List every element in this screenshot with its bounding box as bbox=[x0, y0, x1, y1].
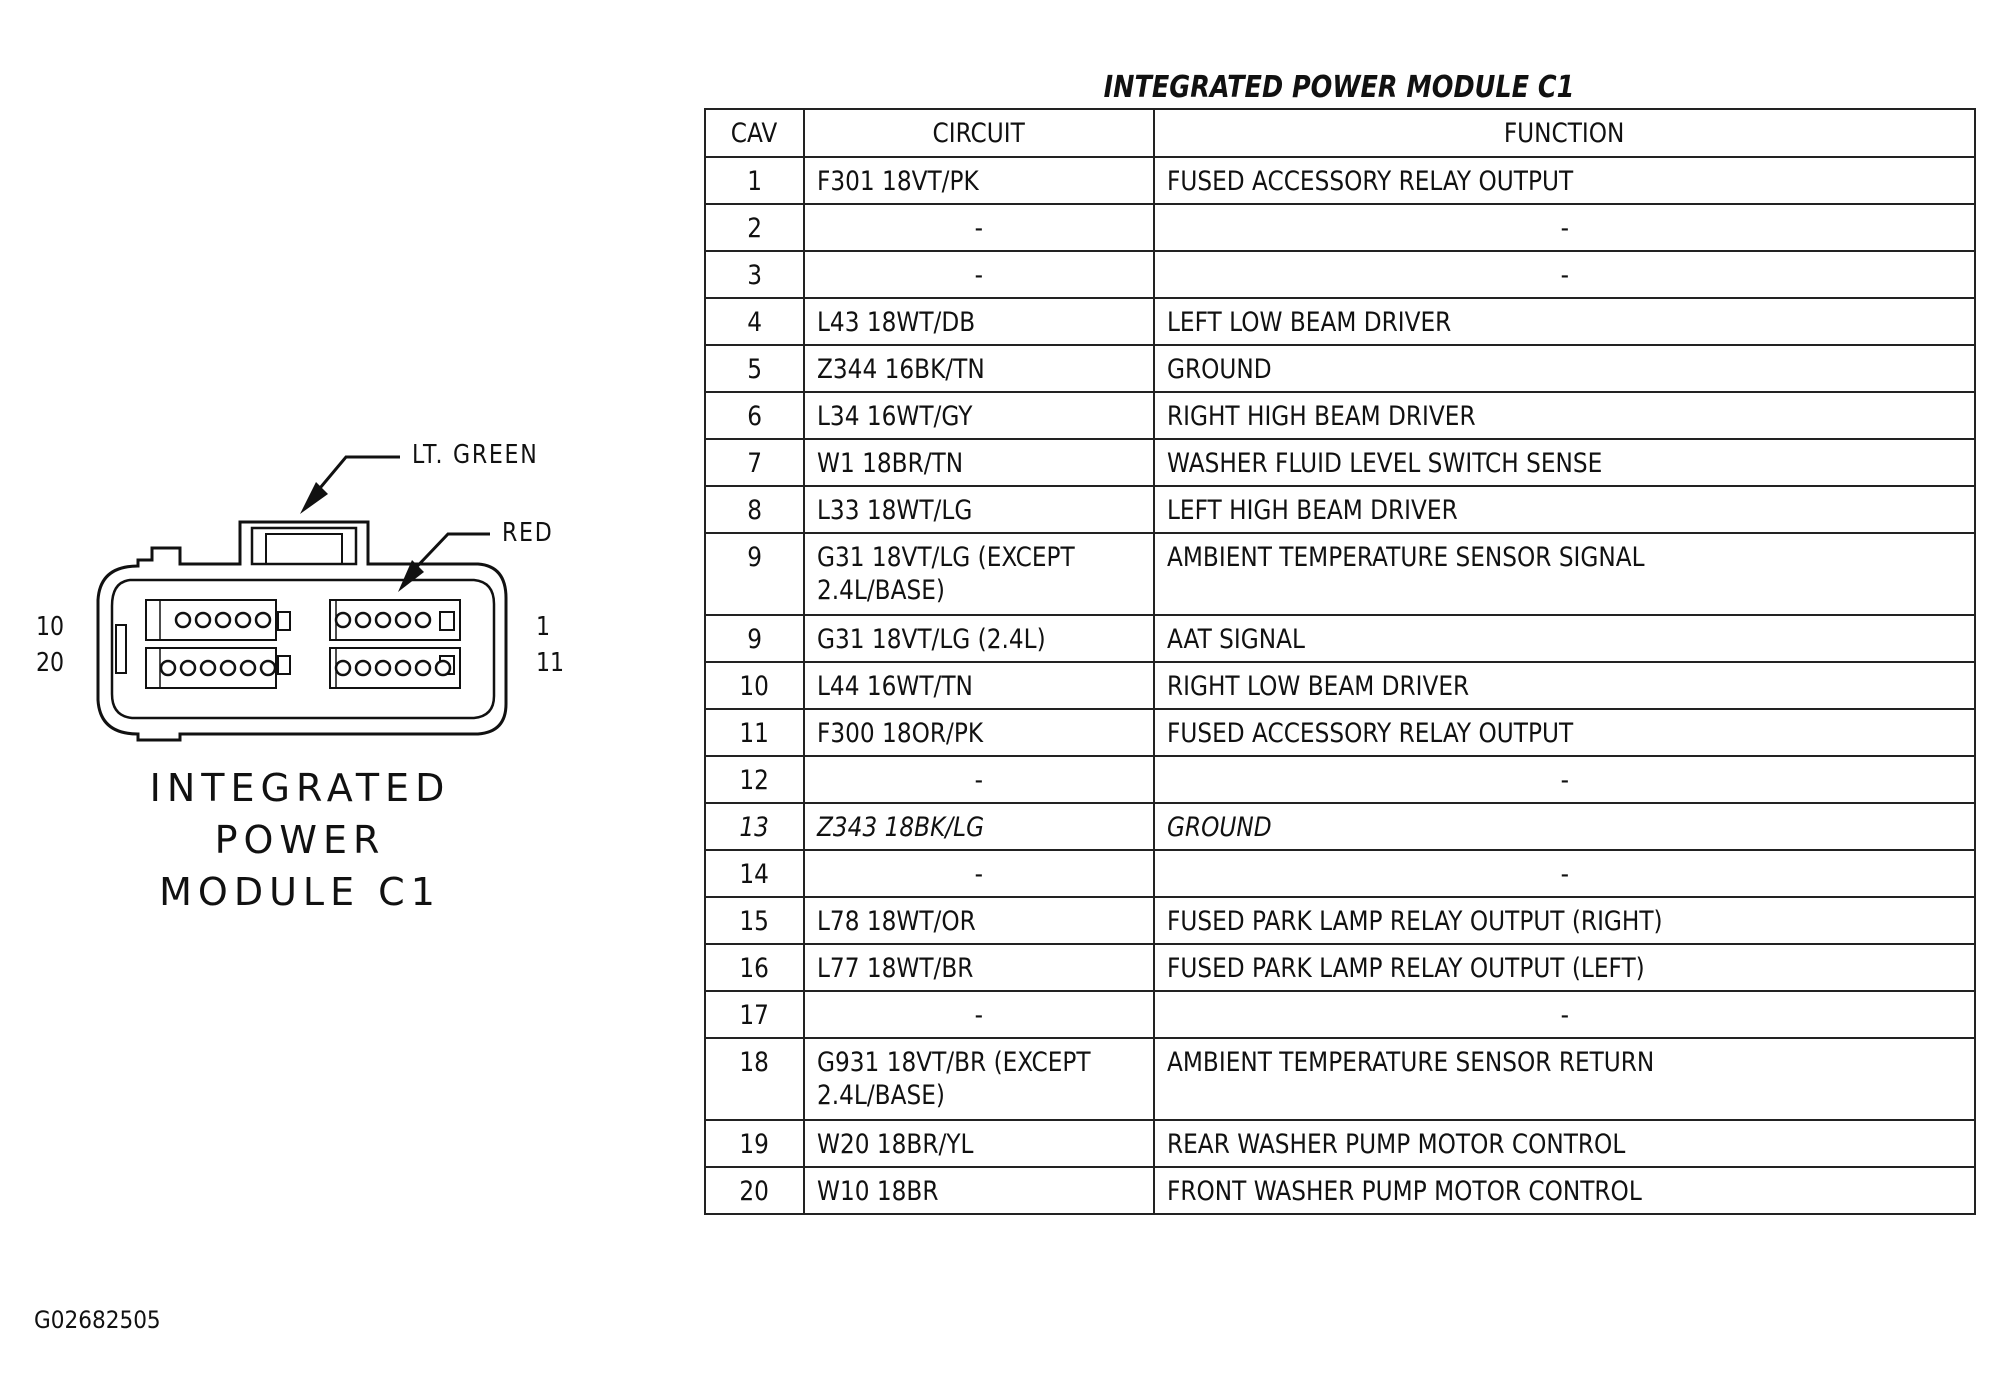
pin-row-top-right bbox=[336, 613, 430, 627]
table-row bbox=[705, 204, 1975, 251]
cell-circuit: L44 16WT/TN bbox=[804, 662, 1154, 709]
pin-row-bottom-right bbox=[336, 661, 450, 675]
figure-id: G02682505 bbox=[34, 1306, 161, 1334]
cell-cav: 2 bbox=[705, 204, 804, 251]
cell-circuit: W10 18BR bbox=[804, 1167, 1154, 1214]
table-row bbox=[705, 991, 1975, 1038]
connector-title-line-1: INTEGRATED bbox=[149, 766, 451, 810]
cell-cav: 1 bbox=[705, 157, 804, 204]
table-row bbox=[705, 392, 1975, 439]
cell-function: - bbox=[1154, 204, 1975, 251]
table-header-row bbox=[705, 109, 1975, 157]
cell-cav: 6 bbox=[705, 392, 804, 439]
cell-function: RIGHT HIGH BEAM DRIVER bbox=[1154, 392, 1975, 439]
table-row bbox=[705, 662, 1975, 709]
cell-function: AMBIENT TEMPERATURE SENSOR RETURN bbox=[1154, 1038, 1975, 1120]
cell-cav: 7 bbox=[705, 439, 804, 486]
table-row bbox=[705, 803, 1975, 850]
table-row bbox=[705, 298, 1975, 345]
cell-cav: 8 bbox=[705, 486, 804, 533]
cell-circuit: W20 18BR/YL bbox=[804, 1120, 1154, 1167]
cell-circuit: - bbox=[804, 991, 1154, 1038]
cell-cav: 15 bbox=[705, 897, 804, 944]
cell-function: GROUND bbox=[1154, 803, 1975, 850]
cell-circuit: - bbox=[804, 756, 1154, 803]
cell-circuit: Z343 18BK/LG bbox=[804, 803, 1154, 850]
table-row bbox=[705, 157, 1975, 204]
callout-lt-green: LT. GREEN bbox=[412, 440, 539, 470]
connector-title-line-3: MODULE C1 bbox=[159, 870, 441, 914]
cell-function: LEFT LOW BEAM DRIVER bbox=[1154, 298, 1975, 345]
cell-circuit: L43 18WT/DB bbox=[804, 298, 1154, 345]
pinout-table bbox=[704, 108, 1976, 1215]
cell-circuit: L77 18WT/BR bbox=[804, 944, 1154, 991]
cell-function: AAT SIGNAL bbox=[1154, 615, 1975, 662]
connector-title-line-2: POWER bbox=[214, 818, 386, 862]
header-function: FUNCTION bbox=[1154, 109, 1975, 157]
cell-circuit: G31 18VT/LG (2.4L) bbox=[804, 615, 1154, 662]
cell-function: REAR WASHER PUMP MOTOR CONTROL bbox=[1154, 1120, 1975, 1167]
cell-cav: 18 bbox=[705, 1038, 804, 1120]
pin-label-11: 11 bbox=[536, 648, 565, 678]
cell-function: FUSED PARK LAMP RELAY OUTPUT (RIGHT) bbox=[1154, 897, 1975, 944]
cell-circuit: L78 18WT/OR bbox=[804, 897, 1154, 944]
cell-circuit: F301 18VT/PK bbox=[804, 157, 1154, 204]
cell-cav: 4 bbox=[705, 298, 804, 345]
cell-cav: 20 bbox=[705, 1167, 804, 1214]
cell-cav: 9 bbox=[705, 533, 804, 615]
table-row bbox=[705, 251, 1975, 298]
cell-function: WASHER FLUID LEVEL SWITCH SENSE bbox=[1154, 439, 1975, 486]
cell-circuit: G931 18VT/BR (EXCEPT 2.4L/BASE) bbox=[804, 1038, 1154, 1120]
connector-diagram bbox=[0, 0, 700, 1000]
cell-function: - bbox=[1154, 756, 1975, 803]
table-row bbox=[705, 1120, 1975, 1167]
cell-function: - bbox=[1154, 850, 1975, 897]
pin-label-20: 20 bbox=[36, 648, 65, 678]
cell-function: FUSED ACCESSORY RELAY OUTPUT bbox=[1154, 157, 1975, 204]
cell-cav: 13 bbox=[705, 803, 804, 850]
table-row bbox=[705, 486, 1975, 533]
cell-function: - bbox=[1154, 991, 1975, 1038]
cell-function: FUSED PARK LAMP RELAY OUTPUT (LEFT) bbox=[1154, 944, 1975, 991]
cell-function: AMBIENT TEMPERATURE SENSOR SIGNAL bbox=[1154, 533, 1975, 615]
cell-cav: 3 bbox=[705, 251, 804, 298]
table-row bbox=[705, 439, 1975, 486]
cell-function: LEFT HIGH BEAM DRIVER bbox=[1154, 486, 1975, 533]
cell-circuit: W1 18BR/TN bbox=[804, 439, 1154, 486]
cell-cav: 9 bbox=[705, 615, 804, 662]
table-row bbox=[705, 709, 1975, 756]
cell-function: GROUND bbox=[1154, 345, 1975, 392]
cell-circuit: F300 18OR/PK bbox=[804, 709, 1154, 756]
cell-circuit: L34 16WT/GY bbox=[804, 392, 1154, 439]
pin-label-1: 1 bbox=[536, 612, 551, 642]
cell-function: FRONT WASHER PUMP MOTOR CONTROL bbox=[1154, 1167, 1975, 1214]
pin-label-10: 10 bbox=[36, 612, 65, 642]
table-row bbox=[705, 345, 1975, 392]
cell-circuit: Z344 16BK/TN bbox=[804, 345, 1154, 392]
pin-row-bottom-left bbox=[161, 661, 275, 675]
cell-circuit: - bbox=[804, 850, 1154, 897]
pin-row-top-left bbox=[176, 613, 270, 627]
cell-function: FUSED ACCESSORY RELAY OUTPUT bbox=[1154, 709, 1975, 756]
header-circuit: CIRCUIT bbox=[804, 109, 1154, 157]
cell-circuit: L33 18WT/LG bbox=[804, 486, 1154, 533]
table-row bbox=[705, 944, 1975, 991]
cell-cav: 12 bbox=[705, 756, 804, 803]
cell-cav: 19 bbox=[705, 1120, 804, 1167]
table-row bbox=[705, 533, 1975, 615]
cell-function: - bbox=[1154, 251, 1975, 298]
table-title: INTEGRATED POWER MODULE C1 bbox=[1103, 70, 1575, 105]
table-row bbox=[705, 1167, 1975, 1214]
table-row bbox=[705, 756, 1975, 803]
cell-cav: 17 bbox=[705, 991, 804, 1038]
table-row bbox=[705, 615, 1975, 662]
cell-cav: 11 bbox=[705, 709, 804, 756]
cell-function: RIGHT LOW BEAM DRIVER bbox=[1154, 662, 1975, 709]
pinout-body bbox=[705, 157, 1975, 1214]
callout-leader-lt-green bbox=[300, 457, 400, 514]
cell-cav: 14 bbox=[705, 850, 804, 897]
cell-circuit: - bbox=[804, 204, 1154, 251]
table-row bbox=[705, 897, 1975, 944]
cell-cav: 10 bbox=[705, 662, 804, 709]
callout-red: RED bbox=[502, 518, 554, 548]
cell-cav: 16 bbox=[705, 944, 804, 991]
header-cav: CAV bbox=[705, 109, 804, 157]
table-row bbox=[705, 1038, 1975, 1120]
table-row bbox=[705, 850, 1975, 897]
cell-circuit: G31 18VT/LG (EXCEPT 2.4L/BASE) bbox=[804, 533, 1154, 615]
connector-title bbox=[130, 762, 470, 918]
cell-circuit: - bbox=[804, 251, 1154, 298]
cell-cav: 5 bbox=[705, 345, 804, 392]
